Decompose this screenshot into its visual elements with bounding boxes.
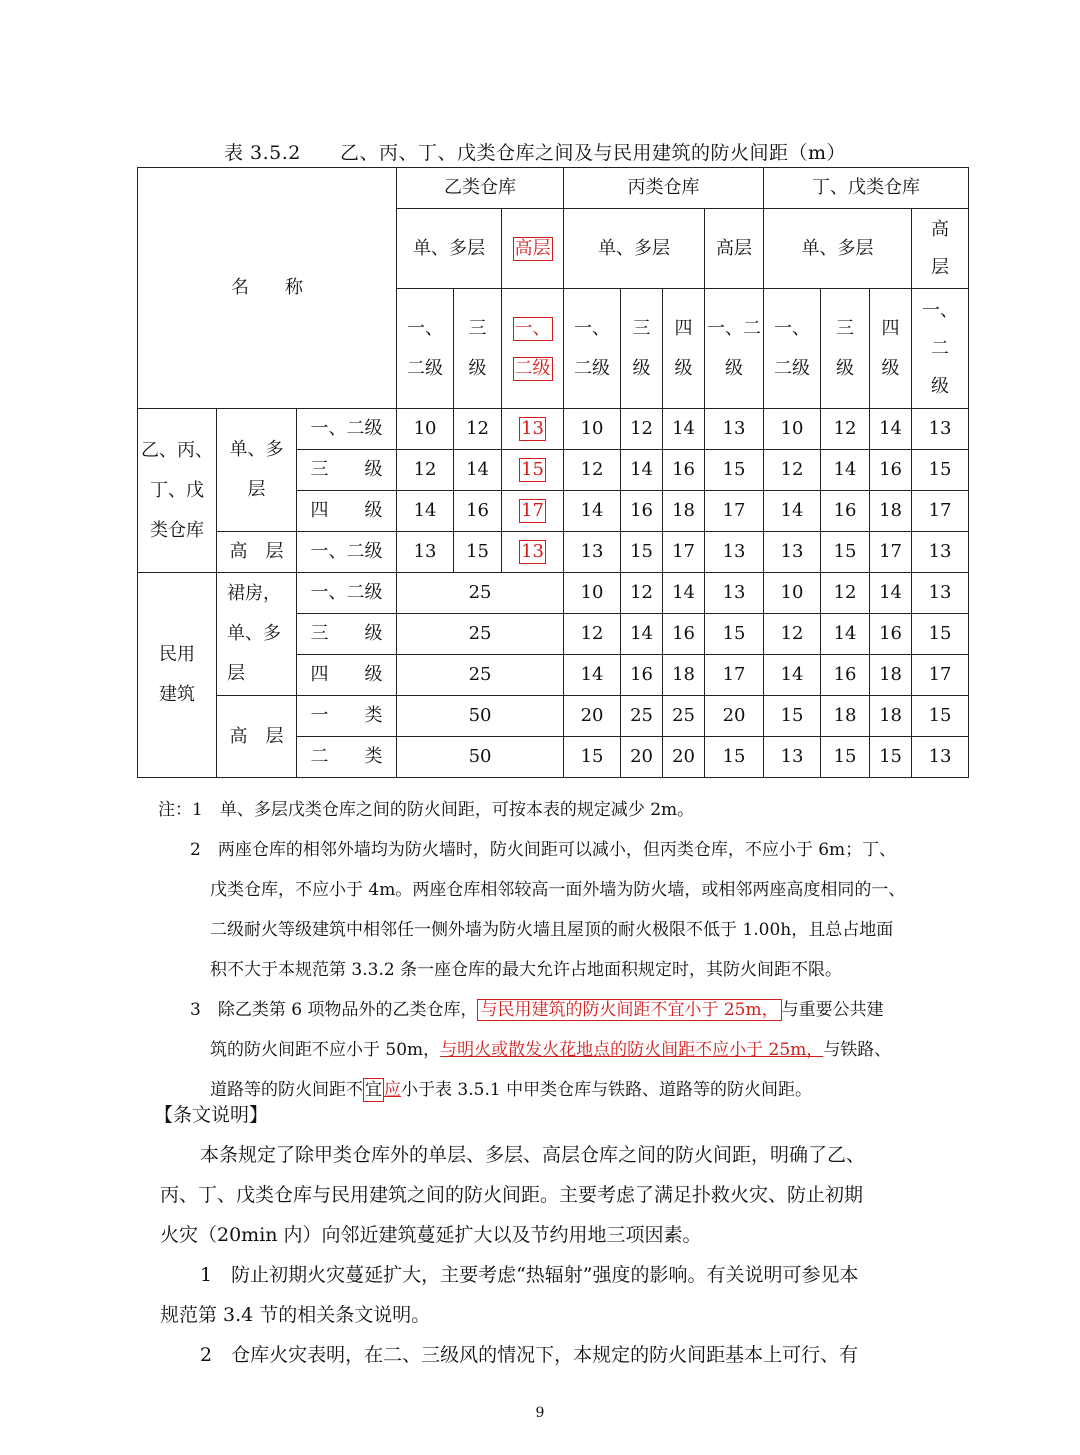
cell: 12 [397,450,454,491]
cell: 13 [397,532,454,573]
cell: 15 [821,737,870,778]
cell: 18 [870,491,912,532]
cell: 15 [912,450,969,491]
cell: 15 [705,614,764,655]
cell: 17 [912,491,969,532]
page-number: 9 [535,1405,545,1421]
cell: 13 [912,737,969,778]
cell: 12 [564,450,621,491]
cell: 12 [621,409,663,450]
cell: 17 [705,491,764,532]
cell: 13 [912,409,969,450]
row-sub-civil-sm: 裙房， 单、多 层 [217,573,297,696]
cell: 16 [821,491,870,532]
cell: 15 [764,696,821,737]
group-yi: 乙类仓库 [397,168,564,209]
cell: 16 [663,614,705,655]
cell: 25 [663,696,705,737]
bing-grade-4: 四 级 [663,289,705,409]
yi-high: 高层 [502,209,564,289]
struck-word: 宜 [365,1080,382,1100]
cell: 10 [764,409,821,450]
cell: 16 [821,655,870,696]
cell: 18 [870,655,912,696]
row-label: 四 级 [297,491,397,532]
cell: 12 [821,409,870,450]
row-label: 二 类 [297,737,397,778]
cell: 14 [454,450,502,491]
row-group-civil: 民用 建筑 [138,573,217,778]
table-row [138,696,969,737]
table-title: 乙、丙、丁、戊类仓库之间及与民用建筑的防火间距（m） [340,142,847,164]
cell: 15 [621,532,663,573]
bing-single-multi: 单、多层 [564,209,705,289]
table-row [138,409,969,450]
cell: 14 [397,491,454,532]
cell: 10 [564,573,621,614]
yi-high-grade-12: 一、 二级 [502,289,564,409]
cell: 16 [870,614,912,655]
cell: 25 [397,614,564,655]
cell: 25 [397,655,564,696]
inserted-word: 应 [384,1080,401,1100]
cell: 15 [912,614,969,655]
bing-high: 高层 [705,209,764,289]
row-label: 四 级 [297,655,397,696]
cell: 10 [764,573,821,614]
ding-grade-3: 三 级 [821,289,870,409]
cell: 15 [564,737,621,778]
cell: 14 [564,491,621,532]
note-3-highlight-1: 与民用建筑的防火间距不宜小于 25m， [477,999,781,1021]
cell: 17 [705,655,764,696]
table-row [138,532,969,573]
cell: 50 [397,696,564,737]
cell: 14 [621,450,663,491]
bing-grade-3: 三 级 [621,289,663,409]
row-label: 三 级 [297,614,397,655]
explanation-heading: 【条文说明】 [154,1104,269,1126]
cell: 20 [621,737,663,778]
cell: 13 [705,573,764,614]
cell: 14 [621,614,663,655]
cell: 10 [564,409,621,450]
cell: 15 [502,450,564,491]
cell: 13 [912,532,969,573]
cell: 15 [912,696,969,737]
explanation-p1-line-3: 火灾（20min 内）向邻近建筑蔓延扩大以及节约用地三项因素。 [160,1224,702,1246]
yi-single-multi: 单、多层 [397,209,502,289]
note-3-line-2: 筑的防火间距不应小于 50m，与明火或散发火花地点的防火间距不应小于 25m，与铁路、 [210,1040,892,1060]
cell: 12 [621,573,663,614]
cell: 17 [870,532,912,573]
cell: 10 [397,409,454,450]
cell: 14 [663,573,705,614]
row-sub-warehouse-sm: 单、多 层 [217,409,297,532]
cell: 15 [821,532,870,573]
note-2-line-2: 戊类仓库，不应小于 4m。两座仓库相邻较高一面外墙为防火墙，或相邻两座高度相同的一、 [210,880,906,900]
cell: 13 [705,532,764,573]
cell: 14 [870,409,912,450]
cell: 18 [663,491,705,532]
cell: 14 [821,450,870,491]
note-3-line-1: 3 除乙类第 6 项物品外的乙类仓库， 与民用建筑的防火间距不宜小于 25m， 与重要公共建 [190,1000,884,1020]
row-label: 三 级 [297,450,397,491]
explanation-p2-line-2: 规范第 3.4 节的相关条文说明。 [160,1304,431,1326]
cell: 25 [621,696,663,737]
ding-single-multi: 单、多层 [764,209,912,289]
cell: 14 [821,614,870,655]
row-sub-civil-high: 高 层 [217,696,297,778]
cell: 12 [454,409,502,450]
cell: 13 [564,532,621,573]
explanation-p2-line-1: 1 防止初期火灾蔓延扩大，主要考虑“热辐射”强度的影响。有关说明可参见本 [200,1264,859,1286]
cell: 15 [454,532,502,573]
bing-high-grade-12: 一、二 级 [705,289,764,409]
cell: 12 [821,573,870,614]
cell: 13 [764,737,821,778]
table-number: 表 3.5.2 [224,142,301,164]
cell: 16 [663,450,705,491]
row-label: 一、二级 [297,532,397,573]
cell: 20 [564,696,621,737]
note-1: 注：1 单、多层戊类仓库之间的防火间距，可按本表的规定减少 2m。 [158,800,695,820]
cell: 25 [397,573,564,614]
group-ding-wu: 丁、戊类仓库 [764,168,969,209]
cell: 13 [502,532,564,573]
cell: 16 [621,655,663,696]
cell: 18 [870,696,912,737]
row-label: 一 类 [297,696,397,737]
ding-grade-12: 一、 二级 [764,289,821,409]
bing-grade-12: 一、 二级 [564,289,621,409]
yi-grade-12: 一、 二级 [397,289,454,409]
cell: 14 [564,655,621,696]
ding-high-grade-12: 一、 二 级 [912,289,969,409]
cell: 13 [705,409,764,450]
cell: 14 [663,409,705,450]
cell: 50 [397,737,564,778]
note-2-line-4: 积不大于本规范第 3.3.2 条一座仓库的最大允许占地面积规定时，其防火间距不限。 [210,960,843,980]
note-2-line-1: 2 两座仓库的相邻外墙均为防火墙时，防火间距可以减小，但丙类仓库，不应小于 6m；丁、 [190,840,897,860]
explanation-p1-line-1: 本条规定了除甲类仓库外的单层、多层、高层仓库之间的防火间距，明确了乙、 [200,1144,866,1166]
yi-grade-3: 三 级 [454,289,502,409]
cell: 15 [705,450,764,491]
cell: 18 [663,655,705,696]
cell: 17 [912,655,969,696]
cell: 16 [454,491,502,532]
cell: 17 [502,491,564,532]
row-group-warehouse: 乙、丙、 丁、戊 类仓库 [138,409,217,573]
cell: 17 [663,532,705,573]
cell: 20 [663,737,705,778]
cell: 18 [821,696,870,737]
cell: 12 [764,614,821,655]
table-row [138,573,969,614]
cell: 13 [502,409,564,450]
cell: 14 [764,491,821,532]
row-sub-warehouse-high: 高 层 [217,532,297,573]
cell: 12 [564,614,621,655]
cell: 20 [705,696,764,737]
note-3-line-3: 道路等的防火间距不 宜 应小于表 3.5.1 中甲类仓库与铁路、道路等的防火间距。 [210,1080,813,1100]
cell: 13 [912,573,969,614]
cell: 13 [764,532,821,573]
cell: 14 [870,573,912,614]
ding-high: 高 层 [912,209,969,289]
note-2-line-3: 二级耐火等级建筑中相邻任一侧外墙为防火墙且屋顶的耐火极限不低于 1.00h，且总占地面 [210,920,894,940]
explanation-p3-line-1: 2 仓库火灾表明，在二、三级风的情况下，本规定的防火间距基本上可行、有 [200,1344,859,1366]
cell: 16 [621,491,663,532]
note-3-highlight-2: 与明火或散发火花地点的防火间距不应小于 25m， [440,1040,824,1060]
ding-grade-4: 四 级 [870,289,912,409]
explanation-p1-line-2: 丙、丁、戊类仓库与民用建筑之间的防火间距。主要考虑了满足扑救火灾、防止初期 [160,1184,864,1206]
cell: 14 [764,655,821,696]
row-label: 一、二级 [297,573,397,614]
cell: 12 [764,450,821,491]
cell: 15 [870,737,912,778]
row-label: 一、二级 [297,409,397,450]
fire-separation-table [137,167,969,778]
cell: 15 [705,737,764,778]
group-bing: 丙类仓库 [564,168,764,209]
name-header: 名 称 [138,168,397,409]
cell: 16 [870,450,912,491]
